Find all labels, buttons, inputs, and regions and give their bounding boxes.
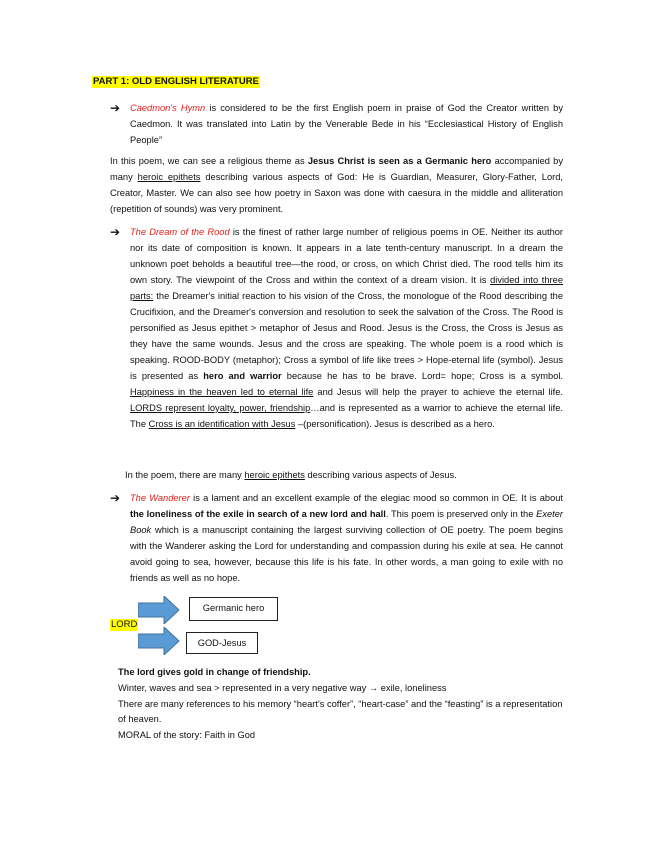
caedmon-paragraph <box>130 100 563 148</box>
note-memory-references: There are many references to his memory “heart's coffer”, “heart-case” and the “feasting” is a representation of heaven. <box>118 699 563 724</box>
note-gold-friendship: The lord gives gold in change of friendship. <box>118 667 311 677</box>
arrow-right-icon <box>138 596 180 624</box>
wanderer-paragraph: The Wanderer is a lament and an excellent example of the elegiac mood so common in OE. It is about the loneliness of the exile in search of a new lord and hall. This poem is preserved only in the Exeter Book which is a manuscript containing the largest surviving collection of OE poetry. The poem begins with the Wanderer asking the Lord for understanding and compassion during his exile at sea. He cannot avoid going to sea, however, because this life is his fate. In other words, a man going to exile with no friends as well as no hope. <box>130 493 563 583</box>
caedmon-title: Caedmon's Hymn <box>130 103 206 113</box>
arrow-bullet-icon: ➔ <box>110 491 121 505</box>
germanic-hero-box: Germanic hero <box>189 597 278 621</box>
note-moral: MORAL of the story: Faith in God <box>118 730 256 740</box>
lord-label: LORD <box>111 619 138 630</box>
note-winter-waves: Winter, waves and sea > represented in a very negative way → exile, loneliness <box>118 683 447 693</box>
wanderer-title: The Wanderer <box>130 493 190 503</box>
heroic-epithets-paragraph: In the poem, there are many heroic epithets describing various aspects of Jesus. <box>125 470 457 480</box>
section-heading: PART 1: OLD ENGLISH LITERATURE <box>93 76 259 87</box>
god-jesus-box: GOD-Jesus <box>186 632 258 654</box>
dream-of-rood-title: The Dream of the Rood <box>130 227 230 237</box>
arrow-right-icon <box>138 627 180 655</box>
arrow-bullet-icon: ➔ <box>110 225 121 239</box>
caedmon-text: is considered to be the first English poem in praise of God the Creator written by Caedmon. It was translated into Latin by the Venerable Bede in his “Ecclesiastical History of English People” <box>130 103 563 145</box>
dream-of-rood-paragraph: The Dream of the Rood is the finest of rather large number of religious poems in OE. Neither its author nor its date of composition is known. It appears in a late tenth-century manuscript. In a dream the unknown poet beholds a beautiful tree—the rood, or cross, on which Christ died. The rood tells him its own story. The viewpoint of the Cross and within the context of a dream vision. It is divided into three parts: the Dreamer's initial reaction to his vision of the Cross, the monologue of the Rood describing the Crucifixion, and the Dreamer's conversion and resolution to seek the salvation of the Cross. The Rood is personified as Jesus epithet > metaphor of Jesus and Rood. Jesus is the Cross, the Cross is Jesus as they have the same wounds. Jesus and the cross are speaking. The whole poem is a rood which is speaking. ROOD-BODY (metaphor); Cross a symbol of life like trees > Hope-eternal life (symbol). Jesus is presented as hero and warrior because he has to be brave. Lord= hope; Cross is a symbol. Happiness in the heaven led to eternal life and Jesus will help the prayer to achieve the eternal life. LORDS represent loyalty, power, friendship…and is represented as a warrior to achieve the eternal life. The Cross is an identification with Jesus –(personification). Jesus is described as a hero. <box>130 227 564 429</box>
arrow-bullet-icon: ➔ <box>110 101 121 115</box>
religious-theme-paragraph: In this poem, we can see a religious theme as Jesus Christ is seen as a Germanic hero accompanied by many heroic epithets describing various aspects of God: He is Guardian, Measurer, Glory-Father, Lord, Creator, Master. We can also see how poetry in Saxon was done with caesura in the middle and alliteration (repetition of sounds) was very prominent. <box>110 156 563 214</box>
